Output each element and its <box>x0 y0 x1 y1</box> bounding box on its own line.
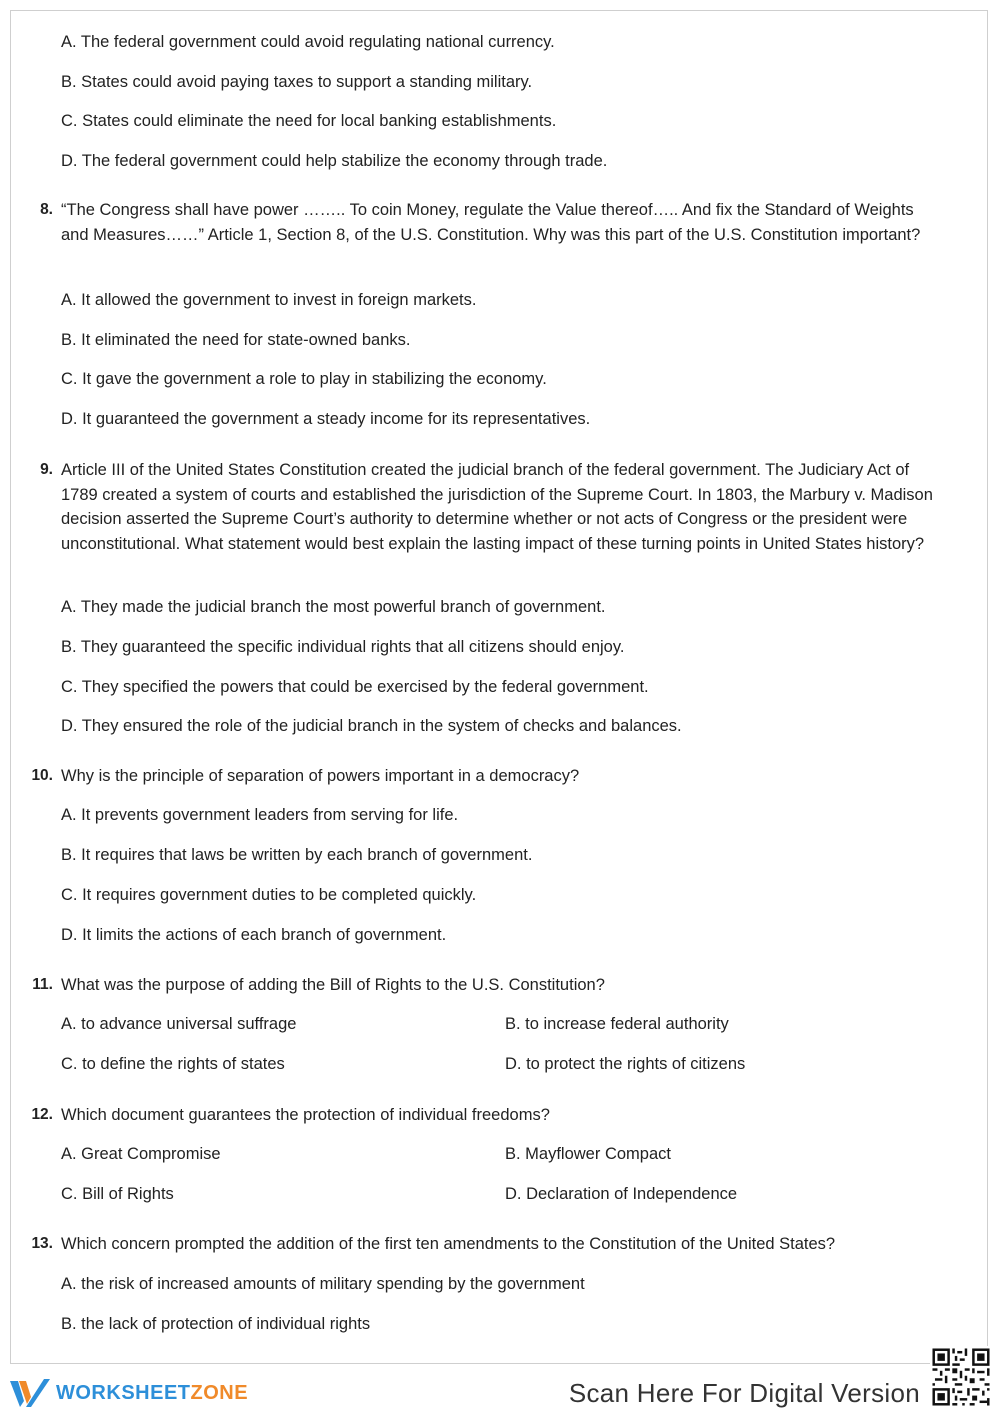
q13-number: 13. <box>31 1235 53 1252</box>
worksheetzone-logo[interactable] <box>10 1376 248 1410</box>
q10-text: Why is the principle of separation of powers important in a democracy? <box>61 767 580 785</box>
q10-option-b: B. It requires that laws be written by each branch of government. <box>61 846 533 864</box>
q7-option-b: B. States could avoid paying taxes to support a standing military. <box>61 73 533 91</box>
q8-text: “The Congress shall have power …….. To coin Money, regulate the Value thereof….. And fix the Standard of Weights and Measures……” Article 1, Section 8, of the U.S. Constitution. Why was this part of the U.S. Constitution important? <box>61 201 921 244</box>
q11-text: What was the purpose of adding the Bill of Rights to the U.S. Constitution? <box>61 976 605 994</box>
q10-option-d: D. It limits the actions of each branch of government. <box>61 926 447 944</box>
q13-option-a: A. the risk of increased amounts of military spending by the government <box>61 1275 585 1293</box>
q10-option-a: A. It prevents government leaders from serving for life. <box>61 806 459 824</box>
q9-option-c: C. They specified the powers that could be exercised by the federal government. <box>61 678 649 696</box>
q8-option-c: C. It gave the government a role to play in stabilizing the economy. <box>61 370 547 388</box>
q11-option-c: C. to define the rights of states <box>61 1055 285 1073</box>
q13-option-b: B. the lack of protection of individual rights <box>61 1315 371 1333</box>
q9-option-d: D. They ensured the role of the judicial branch in the system of checks and balances. <box>61 717 682 735</box>
q12-option-d: D. Declaration of Independence <box>505 1185 738 1203</box>
q12-option-c: C. Bill of Rights <box>61 1185 174 1203</box>
w-logo-icon <box>10 1377 50 1409</box>
q12-option-a: A. Great Compromise <box>61 1145 221 1163</box>
q8-option-a: A. It allowed the government to invest in foreign markets. <box>61 291 477 309</box>
q7-option-d: D. The federal government could help stabilize the economy through trade. <box>61 152 608 170</box>
q12-text: Which document guarantees the protection of individual freedoms? <box>61 1106 550 1124</box>
q8-option-b: B. It eliminated the need for state-owned banks. <box>61 331 411 349</box>
q7-option-a: A. The federal government could avoid regulating national currency. <box>61 33 555 51</box>
brand-name <box>56 1382 248 1405</box>
q12-option-b: B. Mayflower Compact <box>505 1145 671 1163</box>
q9-number: 9. <box>40 461 53 478</box>
q12-number: 12. <box>31 1106 53 1123</box>
q11-option-b: B. to increase federal authority <box>505 1015 729 1033</box>
q11-option-a: A. to advance universal suffrage <box>61 1015 297 1033</box>
q8-number: 8. <box>40 201 53 218</box>
q11-option-d: D. to protect the rights of citizens <box>505 1055 746 1073</box>
q10-number: 10. <box>31 767 53 784</box>
brand-name-part2: ZONE <box>190 1381 249 1404</box>
q9-option-b: B. They guaranteed the specific individual rights that all citizens should enjoy. <box>61 638 625 656</box>
q10-option-c: C. It requires government duties to be completed quickly. <box>61 886 477 904</box>
q8-option-d: D. It guaranteed the government a steady income for its representatives. <box>61 410 591 428</box>
q11-number: 11. <box>32 976 53 993</box>
q7-option-c: C. States could eliminate the need for local banking establishments. <box>61 112 557 130</box>
scan-here-text: Scan Here For Digital Version <box>568 1378 920 1408</box>
q9-option-a: A. They made the judicial branch the most powerful branch of government. <box>61 598 606 616</box>
qr-code-icon[interactable] <box>930 1346 992 1408</box>
q13-text: Which concern prompted the addition of the first ten amendments to the Constitution of the United States? <box>61 1235 836 1253</box>
brand-name-part1: WORKSHEET <box>56 1381 191 1404</box>
q9-text: Article III of the United States Constitution created the judicial branch of the federal government. The Judiciary Act of 1789 created a system of courts and established the jurisdiction of the Supreme Court. In 1803, the Marbury v. Madison decision asserted the Supreme Court’s authority to determine whether or not acts of Congress or the president were unconstitutional. What statement would best explain the lasting impact of these turning points in United States history? <box>61 461 933 553</box>
